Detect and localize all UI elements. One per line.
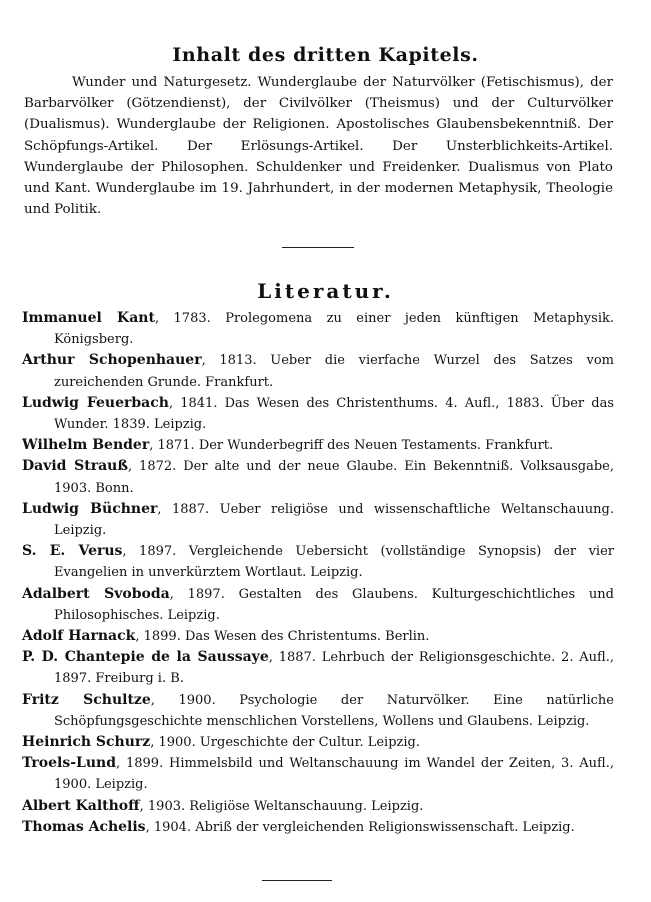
entry-details: , 1872. Der alte und der neue Glaube. Ein Bekenntniß. Volksausgabe, 1903. Bonn. [54,459,615,496]
literature-entry [22,647,614,689]
literature-entry [22,796,614,817]
entry-details: , 1899. Das Wesen des Christentums. Berlin. [135,629,430,645]
entry-details: , 1783. Prolegomena zu einer jeden künftigen Metaphysik. Königsberg. [54,311,615,348]
literature-entry [22,690,614,732]
entry-author: Troels-Lund [22,755,117,772]
literature-entry [22,753,614,795]
entry-details: , 1813. Ueber die vierfache Wurzel des Satzes vom zureichenden Grunde. Frankfurt. [54,353,614,390]
section-divider [282,247,354,248]
chapter-summary-text: Wunder und Naturgesetz. Wunderglaube der Naturvölker (Fetischismus), der Barbarvölker (Götzendienst), der Civilvölker (Theismus) und der Culturvölker (Dualismus). Wunderglaube der Religionen. Apostolisches Glaubensbekenntniß. Der Schöpfungs-Artikel. Der Erlösungs-Artikel. Der Unsterblichkeits-Artikel. Wunderglaube der Philosophen. Schuldenker und Freidenker. Dualismus von Plato und Kant. Wunderglaube im 19. Jahrhundert, in der modernen Metaphysik, Theologie und Politik. [24,75,613,218]
literature-entry [22,732,614,753]
entry-details: , 1887. Lehrbuch der Religionsgeschichte. 2. Aufl., 1897. Freiburg i. B. [54,650,614,687]
entry-author: Fritz Schultze [22,691,151,708]
literature-entry [22,435,614,456]
entry-author: Arthur Schopenhauer [22,352,202,369]
literature-entry [22,350,614,392]
entry-details: , 1897. Gestalten des Glaubens. Kulturgeschichtliches und Philosophisches. Leipzig. [54,586,614,623]
literature-entry [22,499,614,541]
chapter-summary [24,72,613,220]
entry-details: , 1897. Vergleichende Uebersicht (vollständige Synopsis) der vier Evangelien in unverkürztem Wortlaut. Leipzig. [54,544,614,581]
entry-details: , 1841. Das Wesen des Christenthums. 4. Aufl., 1883. Über das Wunder. 1839. Leipzig. [54,395,615,433]
entry-author: Albert Kalthoff [22,797,140,814]
literature-entry [22,541,614,583]
entry-author: Adalbert Svoboda [22,585,170,602]
entry-author: Ludwig Feuerbach [22,394,169,411]
literature-entry [22,393,614,435]
entry-details: , 1899. Himmelsbild und Weltanschauung im Wandel der Zeiten, 3. Aufl., 1900. Leipzig. [54,756,614,793]
entry-details: , 1871. Der Wunderbegriff des Neuen Testaments. Frankfurt. [149,438,554,454]
entry-details: , 1904. Abriß der vergleichenden Religionswissenschaft. Leipzig. [145,819,575,835]
entry-author: Heinrich Schurz [22,734,151,751]
literature-entry [22,456,614,498]
literature-entry [22,626,614,647]
entry-details: , 1900. Urgeschichte der Cultur. Leipzig. [150,735,420,751]
entry-details: , 1903. Religiöse Weltanschauung. Leipzig. [139,798,424,814]
literature-entry [22,308,614,350]
entry-author: P. D. Chantepie de la Saussaye [22,649,269,666]
literature-list [22,308,614,838]
entry-details: , 1900. Psychologie der Naturvölker. Eine natürliche Schöpfungsgeschichte menschlichen Vorstellens, Wollens und Glaubens. Leipzig. [54,692,614,729]
entry-author: David Strauß [22,458,128,475]
entry-author: S. E. Verus [22,543,123,560]
entry-author: Adolf Harnack [22,628,136,645]
entry-author: Thomas Achelis [22,818,146,835]
literature-title: Literatur. [257,279,394,303]
entry-author: Ludwig Büchner [22,500,158,517]
page-end-divider [262,880,332,881]
entry-author: Wilhelm Bender [22,437,150,454]
chapter-contents-title: Inhalt des dritten Kapitels. [172,44,479,66]
literature-entry [22,817,614,838]
entry-details: , 1887. Ueber religiöse und wissenschaftliche Weltanschauung. Leipzig. [54,501,614,539]
literature-entry [22,584,614,626]
entry-author: Immanuel Kant [22,310,155,326]
